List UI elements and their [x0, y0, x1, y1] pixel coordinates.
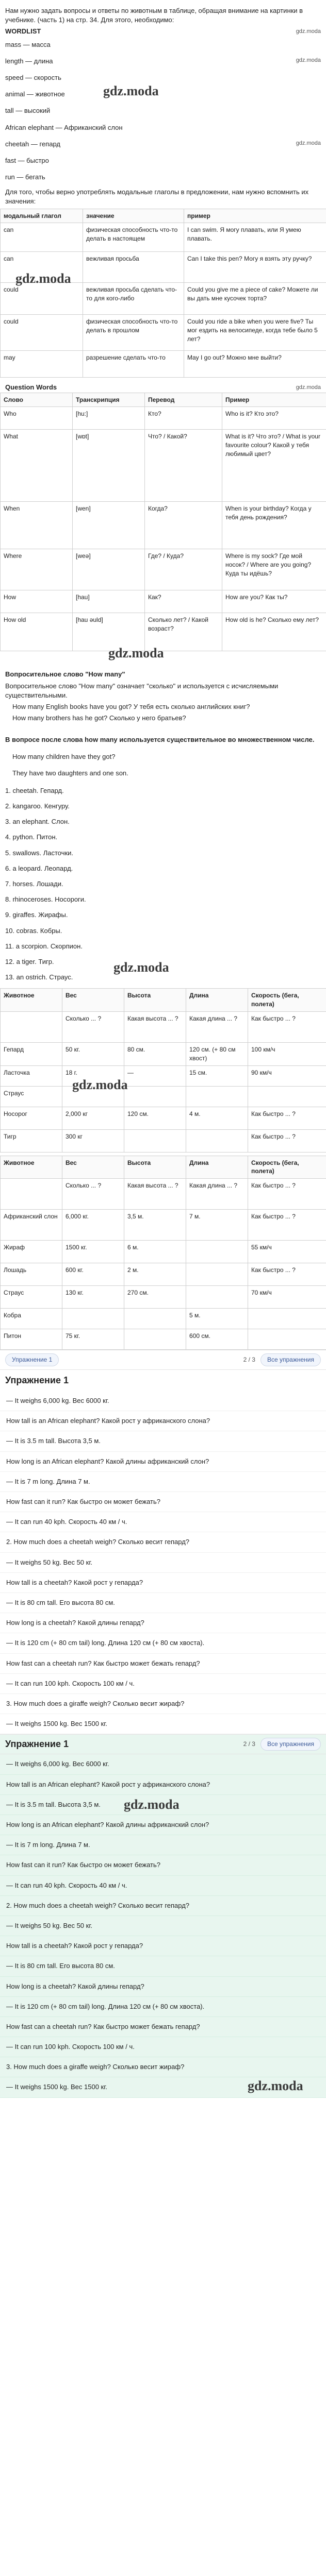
table-cell: When	[1, 502, 73, 549]
exercise-line: How tall is a cheetah? Какой рост у гепарда?	[0, 1573, 326, 1593]
all-exercises-button[interactable]: Все упражнения	[260, 1353, 321, 1366]
table-cell: How old	[1, 613, 73, 651]
exercise-title: Упражнение 1	[5, 1375, 69, 1385]
table-cell: 120 см.	[124, 1107, 186, 1129]
table-header-row	[1, 209, 326, 223]
qw-table-wrap	[0, 393, 326, 652]
modal-intro: Для того, чтобы верно употреблять модальные глаголы в предложении, нам нужно вспомнить их значения:	[5, 188, 309, 206]
pager-count: 2 / 3	[243, 1356, 255, 1364]
table-cell: Тигр	[1, 1129, 62, 1152]
table-cell: [hau]	[73, 590, 145, 613]
table-cell: 18 г.	[62, 1065, 124, 1086]
table-cell: Who is it? Кто это?	[222, 407, 326, 430]
table-row	[1, 502, 326, 549]
exercise-line: — It can run 40 kph. Скорость 40 км / ч.	[0, 1876, 326, 1896]
vocab-item	[0, 152, 326, 169]
exercise-line: — It is 120 cm (+ 80 cm tail) long. Длина 120 см (+ 80 см хвоста).	[0, 1633, 326, 1653]
watermark-small: gdz.moda	[296, 57, 321, 63]
pager	[243, 1353, 321, 1366]
table-cell: Гепард	[1, 1042, 62, 1065]
table-cell: Who	[1, 407, 73, 430]
vocab-text: cheetah — гепард	[5, 140, 60, 148]
table-cell	[1, 1011, 62, 1042]
exercise-line: — It can run 100 kph. Скорость 100 км / ч.	[0, 1674, 326, 1694]
vocab-item	[0, 70, 326, 86]
exercise-line: — It can run 40 kph. Скорость 40 км / ч.	[0, 1512, 326, 1532]
exercise-line: — It is 80 cm tall. Его высота 80 см.	[0, 1593, 326, 1613]
howmany-answer: They have two daughters and one son.	[12, 769, 128, 777]
exercise-line: How long is an African elephant? Какой длины африканский слон?	[0, 1815, 326, 1835]
vocab-item	[0, 53, 326, 70]
table-cell: 600 кг.	[62, 1263, 124, 1286]
table-cell	[248, 1329, 326, 1350]
exercise-line: How tall is an African elephant? Какой рост у африканского слона?	[0, 1411, 326, 1431]
table-header: Длина	[186, 1156, 248, 1179]
table-header: Транскрипция	[73, 393, 145, 407]
table-cell	[248, 1309, 326, 1329]
table-header: Животное	[1, 989, 62, 1012]
list-item: 13. an ostrich. Страус.	[5, 973, 73, 981]
table-cell	[124, 1086, 186, 1107]
exercise-line: — It is 7 m long. Длина 7 м.	[0, 1835, 326, 1855]
table-cell: Лошадь	[1, 1263, 62, 1286]
exercise-line: How fast can it run? Как быстро он может бежать?	[0, 1492, 326, 1512]
exercise-line: How tall is an African elephant? Какой рост у африканского слона?	[0, 1775, 326, 1795]
qw-header	[0, 383, 326, 392]
watermark: gdz.moda	[113, 959, 169, 975]
exercise-line: 2. How much does a cheetah weigh? Сколько весит гепард?	[0, 1896, 326, 1916]
table-row	[1, 223, 326, 252]
table-header: Животное	[1, 1156, 62, 1179]
table-cell: May I go out? Можно мне выйти?	[184, 351, 326, 378]
exercise-chip[interactable]: Упражнение 1	[5, 1353, 59, 1366]
table-header: Скорость (бега, полета)	[248, 989, 326, 1012]
table-cell	[248, 1086, 326, 1107]
exercise-block	[0, 1370, 326, 1734]
howmany-rule: В вопросе после слова how many используется существительное во множественном числе.	[5, 736, 315, 744]
table-cell: Страус	[1, 1286, 62, 1309]
exercise-line: — It weighs 6,000 kg. Вес 6000 кг.	[0, 1754, 326, 1774]
table-row	[1, 351, 326, 378]
table-cell: can	[1, 223, 83, 252]
table-row	[1, 1309, 326, 1329]
vocab-text: animal — животное	[5, 90, 65, 98]
exercise-line: 3. How much does a giraffe weigh? Сколько весит жираф?	[0, 2057, 326, 2077]
table-cell: Сколько ... ?	[62, 1011, 124, 1042]
vocab-text: mass — масса	[5, 40, 51, 48]
table-cell: Where	[1, 549, 73, 590]
table-cell: физическая способность что-то делать в прошлом	[83, 315, 184, 351]
table-cell: 55 км/ч	[248, 1241, 326, 1263]
exercise-line: 2. How much does a cheetah weigh? Сколько весит гепард?	[0, 1532, 326, 1552]
table-cell	[186, 1286, 248, 1309]
vocab-item	[0, 169, 326, 185]
table-header: Перевод	[145, 393, 222, 407]
exercise-line: — It weighs 1500 kg. Вес 1500 кг.	[0, 2077, 326, 2097]
animals-table-a	[0, 988, 326, 1152]
howmany-question: How many children have they got?	[12, 752, 116, 760]
table-cell: 100 км/ч	[248, 1042, 326, 1065]
vocab-text: run — бегать	[5, 173, 45, 181]
table-cell: Где? / Куда?	[145, 549, 222, 590]
table-cell	[186, 1129, 248, 1152]
table-header-row	[1, 393, 326, 407]
table-cell: When is your birthday? Когда у тебя день рождения?	[222, 502, 326, 549]
vocab-item	[0, 86, 326, 103]
table-header-row	[1, 1156, 326, 1179]
exercise-line: How long is a cheetah? Какой длины гепард?	[0, 1977, 326, 1997]
list-item: 4. python. Питон.	[5, 833, 58, 841]
table-cell: физическая способность что-то делать в настоящем	[83, 223, 184, 252]
exercise-line: — It is 7 m long. Длина 7 м.	[0, 1472, 326, 1492]
qw-table	[0, 393, 326, 652]
table-cell: Какая длина ... ?	[186, 1179, 248, 1210]
table-header: пример	[184, 209, 326, 223]
list-item: 9. giraffes. Жирафы.	[5, 911, 68, 919]
watermark: gdz.moda	[108, 646, 164, 661]
table-cell: Кобра	[1, 1309, 62, 1329]
table-cell: 6,000 кг.	[62, 1210, 124, 1241]
list-item: 8. rhinoceroses. Носороги.	[5, 895, 86, 904]
watermark-small: gdz.moda	[296, 384, 321, 391]
list-item: 7. horses. Лошади.	[5, 880, 63, 888]
table-header: Длина	[186, 989, 248, 1012]
table-cell: [hu:]	[73, 407, 145, 430]
table-header: Высота	[124, 1156, 186, 1179]
table-cell: вежливая просьба сделать что-то для кого-либо	[83, 283, 184, 315]
table-cell: may	[1, 351, 83, 378]
table-row	[1, 1042, 326, 1065]
table-row	[1, 549, 326, 590]
table-cell: Какая высота ... ?	[124, 1011, 186, 1042]
howmany-section	[0, 646, 326, 783]
animals-table-a-wrap	[0, 988, 326, 1152]
animals-table-b-wrap	[0, 1156, 326, 1350]
table-cell	[186, 1086, 248, 1107]
table-cell: could	[1, 283, 83, 315]
table-cell: 15 см.	[186, 1065, 248, 1086]
table-row	[1, 430, 326, 502]
pager	[243, 1738, 321, 1751]
exercise-line: How long is a cheetah? Какой длины гепард?	[0, 1613, 326, 1633]
vocab-text: fast — быстро	[5, 156, 49, 164]
exercise-line: — It is 3.5 m tall. Высота 3,5 м.	[0, 1431, 326, 1451]
table-cell: 270 см.	[124, 1286, 186, 1309]
exercise-title: Упражнение 1	[5, 1739, 69, 1750]
exercise-line: — It weighs 1500 kg. Вес 1500 кг.	[0, 1714, 326, 1734]
watermark: gdz.moda	[103, 83, 159, 98]
table-cell: 130 кг.	[62, 1286, 124, 1309]
exercise-line: How tall is a cheetah? Какой рост у гепарда?	[0, 1936, 326, 1956]
watermark-small: gdz.moda	[296, 140, 321, 146]
exercise-line: — It can run 100 kph. Скорость 100 км / ч.	[0, 2037, 326, 2057]
watermark: gdz.moda	[72, 1077, 128, 1093]
table-cell: Когда?	[145, 502, 222, 549]
table-row	[1, 1286, 326, 1309]
vocab-item	[0, 103, 326, 119]
modal-table-wrap	[0, 209, 326, 378]
table-header: Пример	[222, 393, 326, 407]
table-cell: Could you give me a piece of cake? Можете ли вы дать мне кусочек торта?	[184, 283, 326, 315]
table-row	[1, 1263, 326, 1286]
vocab-list	[0, 37, 326, 186]
table-cell: 70 км/ч	[248, 1286, 326, 1309]
table-cell: Страус	[1, 1086, 62, 1107]
howmany-desc: Вопросительное слово "How many" означает "сколько" и используется с исчисляемыми существительными.	[5, 682, 279, 699]
table-cell: Какая длина ... ?	[186, 1011, 248, 1042]
vocab-text: length — длина	[5, 57, 53, 65]
exercise-line: — It weighs 50 kg. Вес 50 кг.	[0, 1553, 326, 1573]
table-cell: Что? / Какой?	[145, 430, 222, 502]
howmany-title: Вопросительное слово "How many"	[5, 670, 125, 679]
vocab-item	[0, 37, 326, 53]
table-cell: Как быстро ... ?	[248, 1011, 326, 1042]
exercise-nav-bar	[0, 1734, 326, 1754]
vocab-item	[0, 136, 326, 152]
exercise-line: — It is 3.5 m tall. Высота 3,5 м.	[0, 1795, 326, 1815]
table-row	[1, 1086, 326, 1107]
list-item: 3. an elephant. Слон.	[5, 818, 70, 826]
table-cell: How old is he? Сколько ему лет?	[222, 613, 326, 651]
table-cell	[124, 1309, 186, 1329]
animals-table-b	[0, 1156, 326, 1350]
howmany-example: How many English books have you got? У тебя есть сколько английских книг?	[12, 702, 250, 710]
list-item: 1. cheetah. Гепард.	[5, 786, 64, 794]
table-cell: Какая высота ... ?	[124, 1179, 186, 1210]
table-cell: 3,5 м.	[124, 1210, 186, 1241]
table-cell: Can I take this pen? Могу я взять эту ручку?	[184, 252, 326, 283]
table-cell: Как быстро ... ?	[248, 1179, 326, 1210]
table-row	[1, 1129, 326, 1152]
table-cell	[62, 1309, 124, 1329]
wordlist-label: WORDLIST	[5, 27, 41, 36]
table-cell: Сколько ... ?	[62, 1179, 124, 1210]
table-header: значение	[83, 209, 184, 223]
table-cell: [weə]	[73, 549, 145, 590]
table-cell: 1500 кг.	[62, 1241, 124, 1263]
exercise-line: How fast can it run? Как быстро он может бежать?	[0, 1855, 326, 1875]
table-cell	[186, 1263, 248, 1286]
table-header-row	[1, 989, 326, 1012]
table-row	[1, 590, 326, 613]
table-cell: Could you ride a bike when you were five? Ты мог ездить на велосипеде, когда тебе было 5 лет?	[184, 315, 326, 351]
table-cell: Как быстро ... ?	[248, 1263, 326, 1286]
table-cell: Ласточка	[1, 1065, 62, 1086]
table-cell: Как быстро ... ?	[248, 1107, 326, 1129]
list-item: 6. a leopard. Леопард.	[5, 864, 73, 872]
wordlist-row	[5, 27, 321, 36]
table-cell: 2 м.	[124, 1263, 186, 1286]
list-item: 11. a scorpion. Скорпион.	[5, 942, 83, 950]
table-cell	[1, 1179, 62, 1210]
table-cell: —	[124, 1065, 186, 1086]
exercise-line: — It weighs 50 kg. Вес 50 кг.	[0, 1916, 326, 1936]
table-cell: How are you? Как ты?	[222, 590, 326, 613]
table-cell: 7 м.	[186, 1210, 248, 1241]
intro-section	[0, 6, 326, 37]
table-cell: Как быстро ... ?	[248, 1129, 326, 1152]
table-cell: Сколько лет? / Какой возраст?	[145, 613, 222, 651]
list-item: 10. cobras. Кобры.	[5, 926, 62, 935]
table-row	[1, 407, 326, 430]
vocab-text: speed — скорость	[5, 73, 61, 81]
exercise-line: — It weighs 6,000 kg. Вес 6000 кг.	[0, 1391, 326, 1411]
list-item: 5. swallows. Ласточки.	[5, 849, 74, 857]
list-item: 12. a tiger. Тигр.	[5, 957, 54, 965]
table-cell: What	[1, 430, 73, 502]
table-row	[1, 1179, 326, 1210]
table-cell: 80 см.	[124, 1042, 186, 1065]
table-row	[1, 1065, 326, 1086]
table-cell	[124, 1129, 186, 1152]
table-cell: разрешение сделать что-то	[83, 351, 184, 378]
table-cell: 600 см.	[186, 1329, 248, 1350]
table-cell: [wen]	[73, 502, 145, 549]
table-row	[1, 1329, 326, 1350]
table-header: Высота	[124, 989, 186, 1012]
exercise-nav-bar	[0, 1350, 326, 1370]
table-cell: 90 км/ч	[248, 1065, 326, 1086]
table-cell: вежливая просьба	[83, 252, 184, 283]
table-header: модальный глагол	[1, 209, 83, 223]
table-cell: could	[1, 315, 83, 351]
animals-list	[0, 783, 326, 985]
table-header: Вес	[62, 1156, 124, 1179]
vocab-text: tall — высокий	[5, 107, 51, 115]
table-cell: 4 м.	[186, 1107, 248, 1129]
table-cell	[186, 1241, 248, 1263]
table-cell: 75 кг.	[62, 1329, 124, 1350]
table-row	[1, 315, 326, 351]
table-header: Слово	[1, 393, 73, 407]
pager-count: 2 / 3	[243, 1740, 255, 1748]
modal-table	[0, 209, 326, 378]
table-cell: I can swim. Я могу плавать, или Я умею плавать.	[184, 223, 326, 252]
table-row	[1, 1011, 326, 1042]
vocab-item	[0, 120, 326, 136]
table-cell: 120 см. (+ 80 см хвост)	[186, 1042, 248, 1065]
table-cell: Жираф	[1, 1241, 62, 1263]
exercise-line: How long is an African elephant? Какой длины африканский слон?	[0, 1452, 326, 1472]
table-header: Вес	[62, 989, 124, 1012]
table-cell	[124, 1329, 186, 1350]
all-exercises-button[interactable]: Все упражнения	[260, 1738, 321, 1751]
table-cell: Как?	[145, 590, 222, 613]
table-cell: 6 м.	[124, 1241, 186, 1263]
vocab-text: African elephant — Африканский слон	[5, 123, 123, 131]
site-small-label: gdz.moda	[296, 28, 321, 35]
table-cell: Where is my sock? Где мой носок? / Where are you going? Куда ты идёшь?	[222, 549, 326, 590]
table-cell: How	[1, 590, 73, 613]
list-item: 2. kangaroo. Кенгуру.	[5, 802, 70, 810]
watermark: gdz.moda	[15, 270, 71, 286]
table-row	[1, 1241, 326, 1263]
table-cell: Кто?	[145, 407, 222, 430]
watermark: gdz.moda	[124, 1797, 180, 1812]
exercise-block-highlighted	[0, 1754, 326, 2097]
table-cell: 5 м.	[186, 1309, 248, 1329]
howmany-example: How many brothers has he got? Сколько у него братьев?	[12, 714, 186, 722]
table-cell: What is it? Что это? / What is your favourite colour? Какой у тебя любимый цвет?	[222, 430, 326, 502]
table-cell: Как быстро ... ?	[248, 1210, 326, 1241]
exercise-line: How fast can a cheetah run? Как быстро может бежать гепард?	[0, 1654, 326, 1674]
table-header: Скорость (бега, полета)	[248, 1156, 326, 1179]
exercise-line: How fast can a cheetah run? Как быстро может бежать гепард?	[0, 2017, 326, 2037]
exercise-line: 3. How much does a giraffe weigh? Сколько весит жираф?	[0, 1694, 326, 1714]
table-cell: 50 кг.	[62, 1042, 124, 1065]
table-cell: 300 кг	[62, 1129, 124, 1152]
table-cell: [wɒt]	[73, 430, 145, 502]
table-cell: Питон	[1, 1329, 62, 1350]
exercise-line: — It is 120 cm (+ 80 cm tail) long. Длина 120 см (+ 80 см хвоста).	[0, 1997, 326, 2017]
table-cell: [hau əuld]	[73, 613, 145, 651]
qw-title: Question Words	[5, 383, 57, 392]
table-row	[1, 1107, 326, 1129]
watermark: gdz.moda	[248, 2078, 303, 2094]
exercise-line: — It is 80 cm tall. Его высота 80 см.	[0, 1956, 326, 1976]
table-row	[1, 1210, 326, 1241]
table-cell: Африканский слон	[1, 1210, 62, 1241]
table-cell: can	[1, 252, 83, 283]
table-cell: Носорог	[1, 1107, 62, 1129]
table-cell: 2,000 кг	[62, 1107, 124, 1129]
intro-text: Нам нужно задать вопросы и ответы по животным в таблице, обращая внимание на картинки в учебнике. (часть 1) на стр. 34. Для этого, необходимо:	[5, 7, 303, 24]
